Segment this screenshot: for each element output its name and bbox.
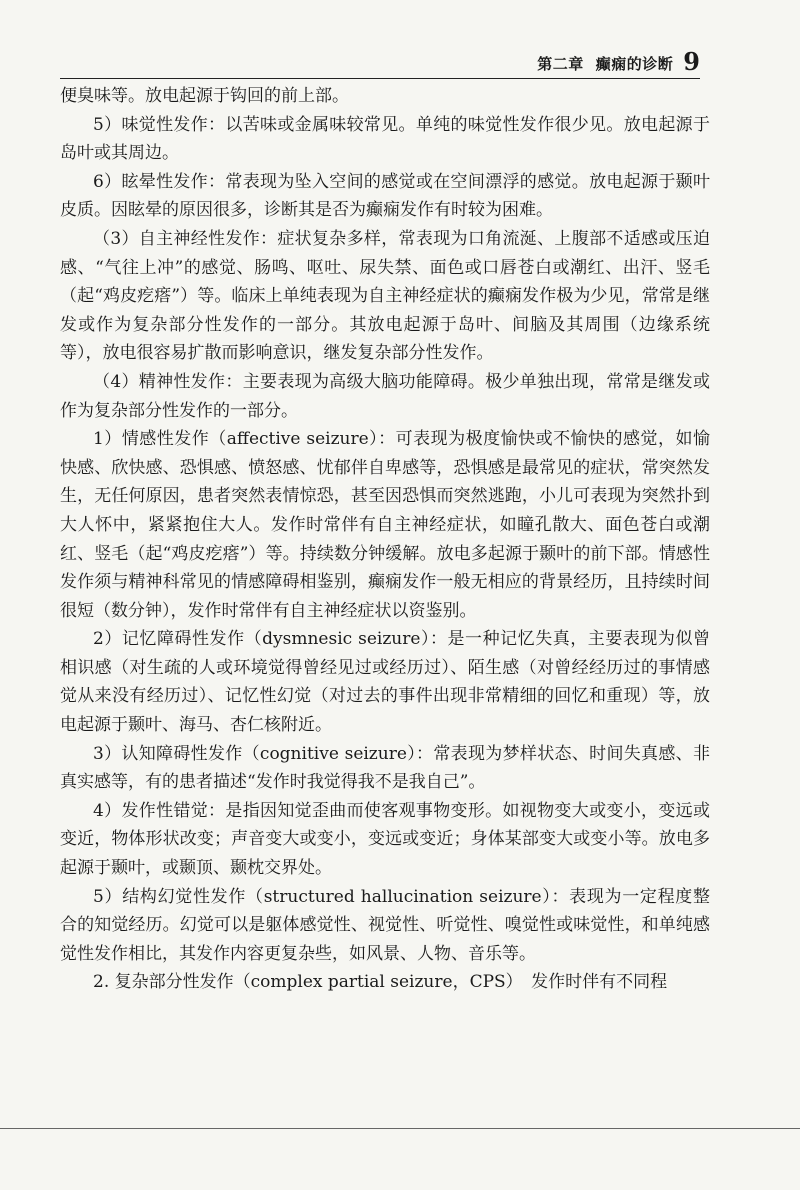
paragraph: 6）眩晕性发作：常表现为坠入空间的感觉或在空间漂浮的感觉。放电起源于颞叶皮质。因眩晕的原因很多，诊断其是否为癫痫发作有时较为困难。 — [60, 171, 710, 221]
paragraph: （3）自主神经性发作：症状复杂多样，常表现为口角流涎、上腹部不适感或压迫感、“气往上冲”的感觉、肠鸣、呕吐、尿失禁、面色或口唇苍白或潮红、出汗、竖毛（起“鸡皮疙瘩”）等。临床上单纯表现为自主神经症状的癫痫发作极为少见，常常是继发或作为复杂部分性发作的一部分。其放电起源于岛叶、间脑及其周围（边缘系统等），放电很容易扩散而影响意识，继发复杂部分性发作。 — [60, 228, 710, 364]
chapter-title: 癫痫的诊断 — [595, 55, 674, 73]
paragraph: 4）发作性错觉：是指因知觉歪曲而使客观事物变形。如视物变大或变小，变远或变近，物体形状改变；声音变大或变小，变远或变近；身体某部变大或变小等。放电多起源于颞叶，或颞顶、颞枕交界处。 — [60, 800, 710, 879]
chapter-number: 第二章 — [537, 55, 584, 73]
paragraph: 5）结构幻觉性发作（structured hallucination seizure）：表现为一定程度整合的知觉经历。幻觉可以是躯体感觉性、视觉性、听觉性、嗅觉性或味觉性，和单纯感觉性发作相比，其发作内容更复杂些，如风景、人物、音乐等。 — [60, 886, 710, 964]
chapter-heading — [537, 53, 673, 74]
paragraph: 1）情感性发作（affective seizure）：可表现为极度愉快或不愉快的感觉，如愉快感、欣快感、恐惧感、愤怒感、忧郁伴自卑感等，恐惧感是最常见的症状，常突然发生，无任何原因，患者突然表情惊恐，甚至因恐惧而突然逃跑，小儿可表现为突然扑到大人怀中，紧紧抱住大人。发作时常伴有自主神经症状，如瞳孔散大、面色苍白或潮红、竖毛（起“鸡皮疙瘩”）等。持续数分钟缓解。放电多起源于颞叶的前下部。情感性发作须与精神科常见的情感障碍相鉴别，癫痫发作一般无相应的背景经历，且持续时间很短（数分钟），发作时常伴有自主神经症状以资鉴别。 — [60, 429, 710, 621]
paragraph: 5）味觉性发作：以苦味或金属味较常见。单纯的味觉性发作很少见。放电起源于岛叶或其周边。 — [60, 114, 710, 164]
bottom-divider — [0, 1128, 800, 1129]
paragraph: （4）精神性发作：主要表现为高级大脑功能障碍。极少单独出现，常常是继发或作为复杂部分性发作的一部分。 — [60, 371, 710, 421]
paragraph: 2. 复杂部分性发作（complex partial seizure，CPS） 发作时伴有不同程 — [93, 972, 668, 993]
paragraph: 3）认知障碍性发作（cognitive seizure）：常表现为梦样状态、时间失真感、非真实感等，有的患者描述“发作时我觉得我不是我自己”。 — [60, 743, 710, 793]
body-text — [60, 82, 710, 997]
paragraph: 2）记忆障碍性发作（dysmnesic seizure）：是一种记忆失真，主要表现为似曾相识感（对生疏的人或环境觉得曾经见过或经历过）、陌生感（对曾经经历过的事情感觉从来没有经历过）、记忆性幻觉（对过去的事件出现非常精细的回忆和重现）等，放电起源于颞叶、海马、杏仁核附近。 — [60, 629, 710, 736]
page-number: 9 — [683, 47, 700, 76]
running-header — [60, 36, 700, 79]
paragraph: 便臭味等。放电起源于钩回的前上部。 — [60, 86, 349, 106]
